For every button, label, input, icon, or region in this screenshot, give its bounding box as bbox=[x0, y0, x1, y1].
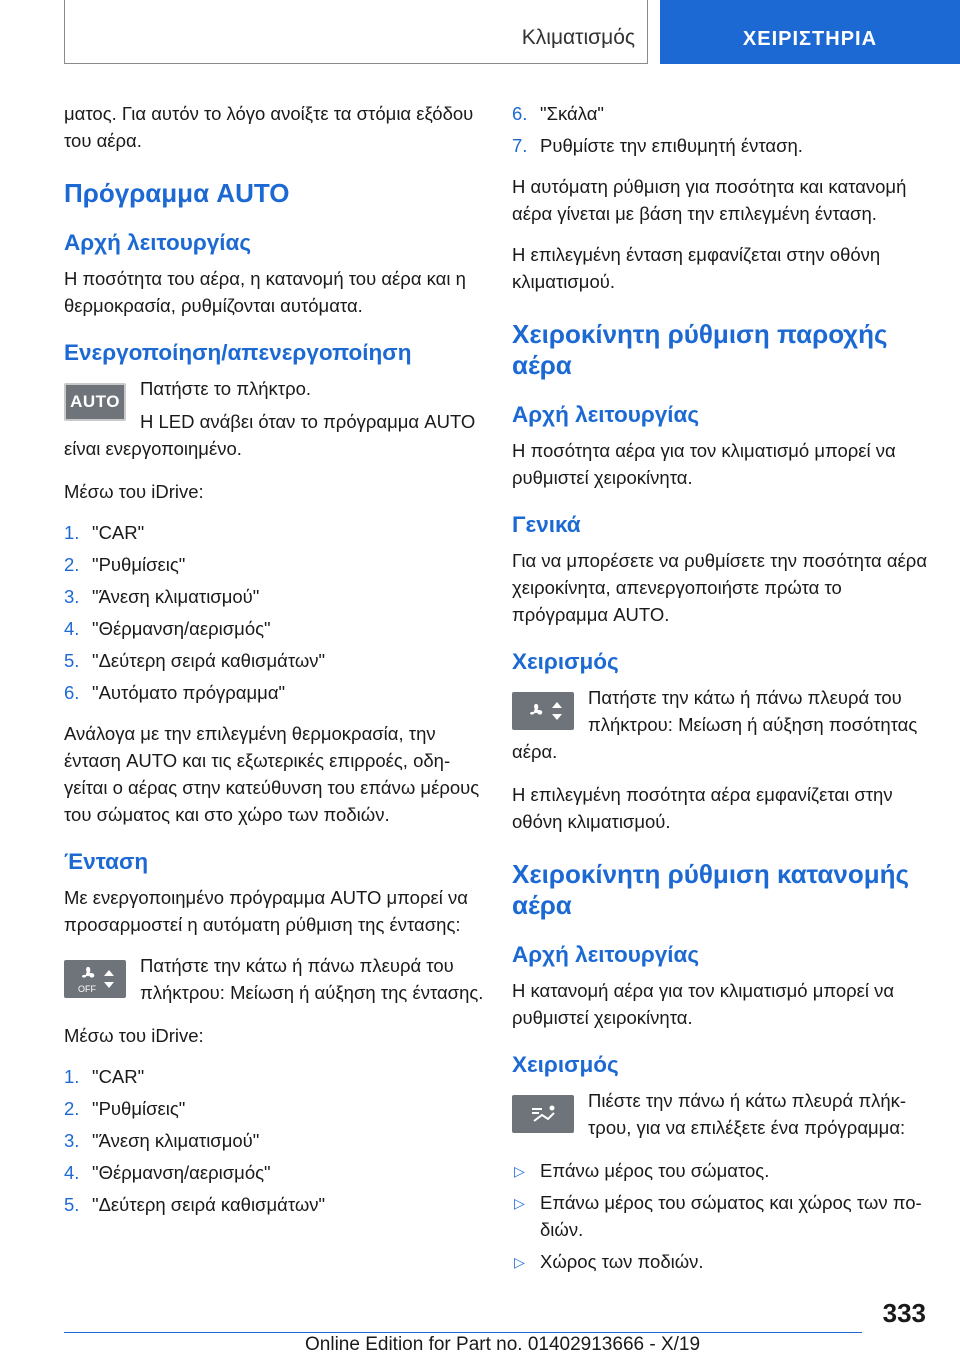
fan-icon bbox=[512, 692, 574, 730]
left-column bbox=[64, 100, 484, 1232]
idrive-steps-list-2 bbox=[64, 1063, 484, 1218]
display-amount-text: Η επιλεγμένη ποσότητα αέρα εμφανίζεται στην οθόνη κλιματισμού. bbox=[512, 784, 893, 832]
list-item: ▷ Χώρος των ποδιών. bbox=[512, 1248, 932, 1275]
fan-off-label: OFF bbox=[78, 984, 96, 994]
via-idrive-text: Μέσω του iDrive: bbox=[64, 481, 204, 502]
distribution-button-row bbox=[512, 1087, 932, 1147]
list-item: 5. "Δεύτερη σειρά καθισμάτων" bbox=[64, 1194, 326, 1215]
idrive-steps-continued bbox=[512, 100, 932, 159]
chapter-title: ΧΕΙΡΙΣΤΗΡΙΑ bbox=[742, 28, 878, 50]
manual-flow-heading: Χειροκίνητη ρύθμιση παροχής αέρα bbox=[512, 319, 888, 380]
page-header bbox=[0, 0, 960, 66]
list-item: 2. "Ρυθμίσεις" bbox=[64, 1098, 186, 1119]
page-number: 333 bbox=[882, 1298, 926, 1328]
air-distribution-button-icon bbox=[512, 1095, 574, 1133]
principle-heading: Αρχή λειτουργίας bbox=[64, 230, 252, 255]
list-item: 6. "Αυτόματο πρόγραμμα" bbox=[64, 682, 286, 703]
auto-description: Ανάλογα με την επιλεγμένη θερμοκρασία, την ένταση AUTO και τις εξωτερικές επιρροές, οδηγείται ο αέρας στην κατεύθυνση του επάνω μέρους του σώματος και στο χώρο των ποδιών. bbox=[64, 723, 480, 825]
general-heading: Γενικά bbox=[512, 512, 581, 537]
triangle-bullet-icon: ▷ bbox=[514, 1254, 525, 1270]
fan-button-icon bbox=[64, 960, 126, 998]
section-title: Κλιματισμός bbox=[521, 26, 635, 49]
fan-button-row bbox=[64, 952, 484, 1012]
list-item: ▷ Επάνω μέρος του σώματος. bbox=[512, 1157, 932, 1184]
list-item: 4. "Θέρμανση/αερισμός" bbox=[64, 1162, 271, 1183]
list-item: 1. "CAR" bbox=[64, 1066, 145, 1087]
distribution-press-text: Πιέστε την πάνω ή κάτω πλευρά πλήκτρου, για να επιλέξετε ένα πρόγραμμα: bbox=[588, 1090, 907, 1138]
auto-button-icon: AUTO bbox=[64, 383, 126, 421]
idrive-steps-list bbox=[64, 519, 484, 706]
intro-text: ματος. Για αυτόν το λόγο ανοίξτε τα στόμια εξόδου του αέρα. bbox=[64, 103, 474, 151]
list-item: 6. "Σκάλα" bbox=[512, 103, 604, 124]
intensity-press-text: Πατήστε την κάτω ή πάνω πλευρά του πλήκτρου: Μείωση ή αύξηση της έντασης. bbox=[140, 955, 484, 1003]
list-item: 2. "Ρυθμίσεις" bbox=[64, 554, 186, 575]
page-footer bbox=[0, 1298, 960, 1362]
programs-list bbox=[512, 1157, 932, 1275]
list-item: 3. "Άνεση κλιματισμού" bbox=[64, 586, 260, 607]
list-item: 5. "Δεύτερη σειρά καθισμάτων" bbox=[64, 650, 326, 671]
principle-text: Η ποσότητα του αέρα, η κατανομή του αέρα και η θερμοκρασία, ρυθμίζονται αυτόματα. bbox=[64, 268, 466, 316]
seat-airflow-icon bbox=[512, 1095, 574, 1133]
press-key-text: Πατήστε το πλήκτρο. bbox=[140, 378, 312, 399]
list-item: 1. "CAR" bbox=[64, 522, 145, 543]
edition-text: Online Edition for Part no. 01402913666 - X/19 bbox=[305, 1334, 701, 1355]
triangle-bullet-icon: ▷ bbox=[514, 1195, 525, 1211]
auto-button-row bbox=[64, 375, 484, 468]
chapter-tab bbox=[660, 0, 960, 64]
toggle-heading: Ενεργοποίηση/απενεργοποίηση bbox=[64, 340, 412, 365]
fan-amount-row bbox=[512, 684, 932, 771]
via-idrive-text-2: Μέσω του iDrive: bbox=[64, 1025, 204, 1046]
list-item: ▷ Επάνω μέρος του σώματος και χώρος των ποδιών. bbox=[514, 1192, 922, 1240]
auto-program-heading: Πρόγραμμα AUTO bbox=[64, 178, 290, 208]
list-item: 3. "Άνεση κλιματισμού" bbox=[64, 1130, 260, 1151]
list-item: 7. Ρυθμίστε την επιθυμητή ένταση. bbox=[512, 135, 803, 156]
operation-heading: Χειρισμός bbox=[512, 649, 619, 674]
principle-text-2: Η ποσότητα αέρα για τον κλιματισμό μπορεί να ρυθμιστεί χειροκίνητα. bbox=[512, 440, 896, 488]
right-column bbox=[512, 100, 932, 1289]
led-text: Η LED ανάβει όταν το πρόγραμμα AUTO είναι ενεργοποιημένο. bbox=[64, 411, 476, 459]
triangle-bullet-icon: ▷ bbox=[514, 1163, 525, 1179]
intensity-text: Με ενεργοποιημένο πρόγραμμα AUTO μπορεί να προσαρμοστεί η αυτόματη ρύθμιση της έντασης: bbox=[64, 887, 468, 935]
intensity-heading: Ένταση bbox=[64, 849, 149, 874]
fan-press-text: Πατήστε την κάτω ή πάνω πλευρά του πλήκτρου: Μείωση ή αύξηση ποσότητας αέρα. bbox=[512, 687, 918, 762]
manual-distribution-heading: Χειροκίνητη ρύθμιση κατανομής αέρα bbox=[512, 859, 910, 920]
auto-amount-text: Η αυτόματη ρύθμιση για ποσότητα και κατανομή αέρα γίνεται με βάση την επιλεγμένη ένταση. bbox=[512, 176, 907, 224]
fan-amount-button-icon bbox=[512, 692, 574, 730]
principle-heading-2: Αρχή λειτουργίας bbox=[512, 402, 700, 427]
list-item: 4. "Θέρμανση/αερισμός" bbox=[64, 618, 271, 639]
header-section-box bbox=[64, 0, 648, 64]
operation-heading-2: Χειρισμός bbox=[512, 1052, 619, 1077]
display-intensity-text: Η επιλεγμένη ένταση εμφανίζεται στην οθόνη κλιματισμού. bbox=[512, 244, 881, 292]
distribution-text: Η κατανομή αέρα για τον κλιματισμό μπορεί να ρυθμιστεί χειροκίνητα. bbox=[512, 980, 895, 1028]
general-text: Για να μπορέσετε να ρυθμίσετε την ποσότητα αέρα χειροκίνητα, απενεργοποιήστε πρώτα το πρόγραμμα AUTO. bbox=[512, 550, 928, 625]
footer-divider bbox=[64, 1332, 862, 1333]
principle-heading-3: Αρχή λειτουργίας bbox=[512, 942, 700, 967]
